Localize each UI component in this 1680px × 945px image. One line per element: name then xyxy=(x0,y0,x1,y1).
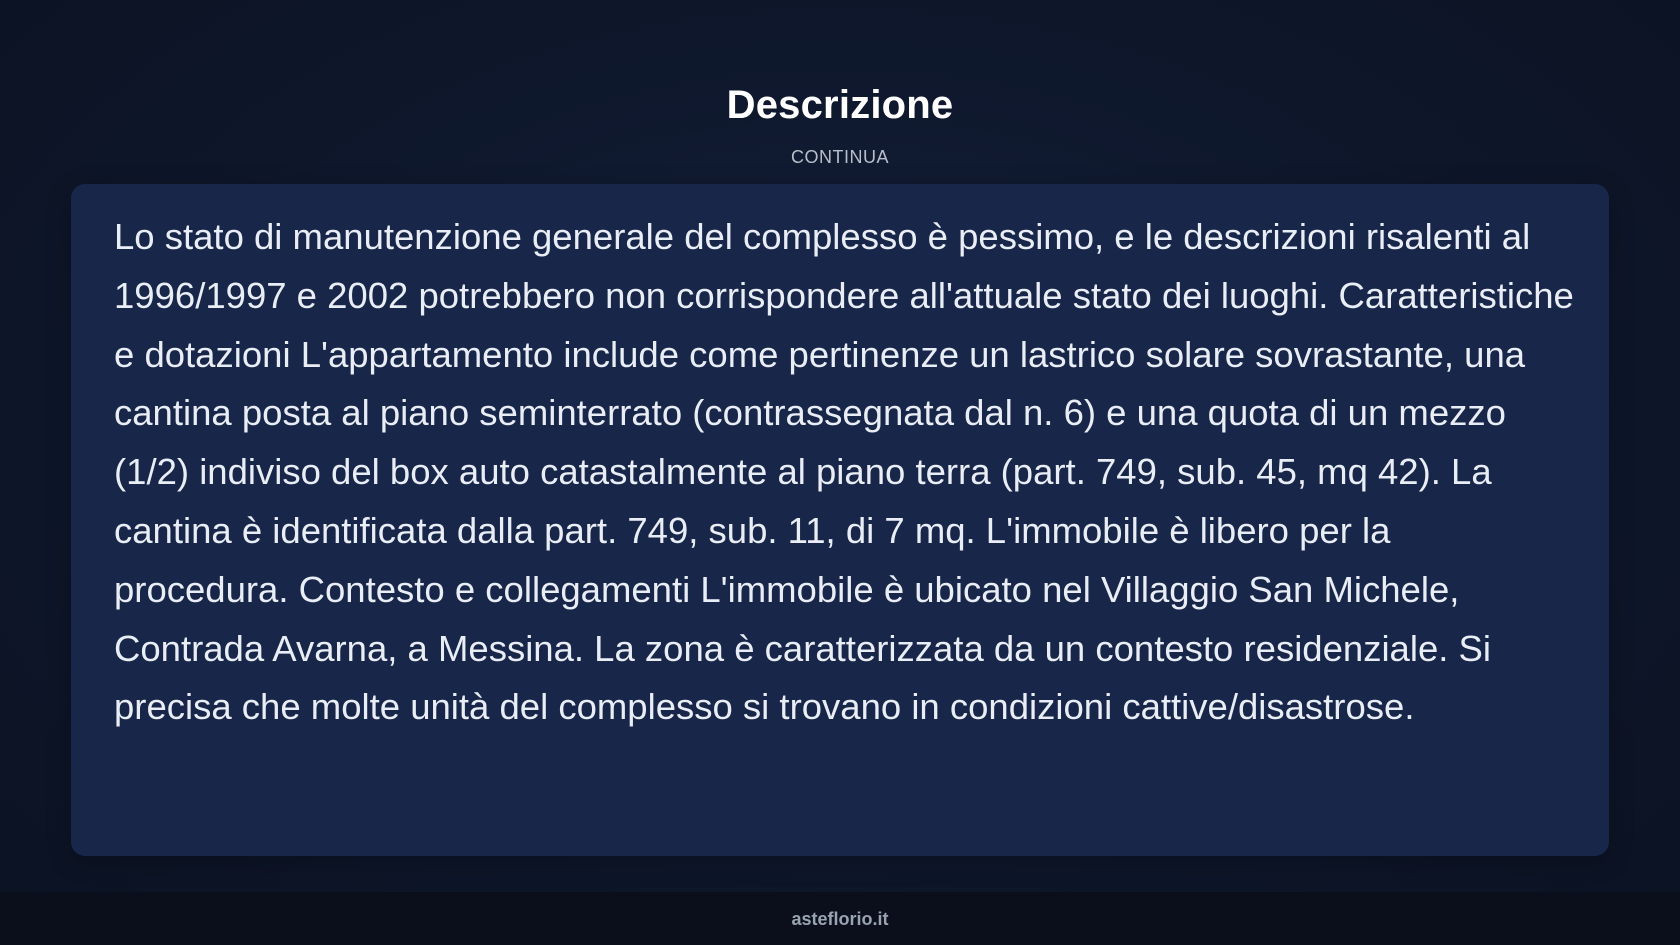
footer-site-name: asteflorio.it xyxy=(791,909,889,929)
continue-label[interactable]: CONTINUA xyxy=(791,147,889,167)
footer-bar xyxy=(0,892,1680,945)
description-text: Lo stato di manutenzione generale del complesso è pessimo, e le descrizioni risalenti al 1996/1997 e 2002 potrebbero non corrispondere all'attuale stato dei luoghi. Caratteristiche e dotazioni L'appartamento include come pertinenze un lastrico solare sovrastante, una cantina posta al piano seminterrato (contrassegnata dal n. 6) e una quota di un mezzo (1/2) indiviso del box auto catastalmente al piano terra (part. 749, sub. 45, mq 42). La cantina è identificata dalla part. 749, sub. 11, di 7 mq. L'immobile è libero per la procedura. Contesto e collegamenti L'immobile è ubicato nel Villaggio San Michele, Contrada Avarna, a Messina. La zona è caratterizzata da un contesto residenziale. Si precisa che molte unità del complesso si trovano in condizioni cattive/disastrose. xyxy=(114,216,1574,728)
description-card xyxy=(71,184,1609,856)
page-title: Descrizione xyxy=(726,83,954,127)
